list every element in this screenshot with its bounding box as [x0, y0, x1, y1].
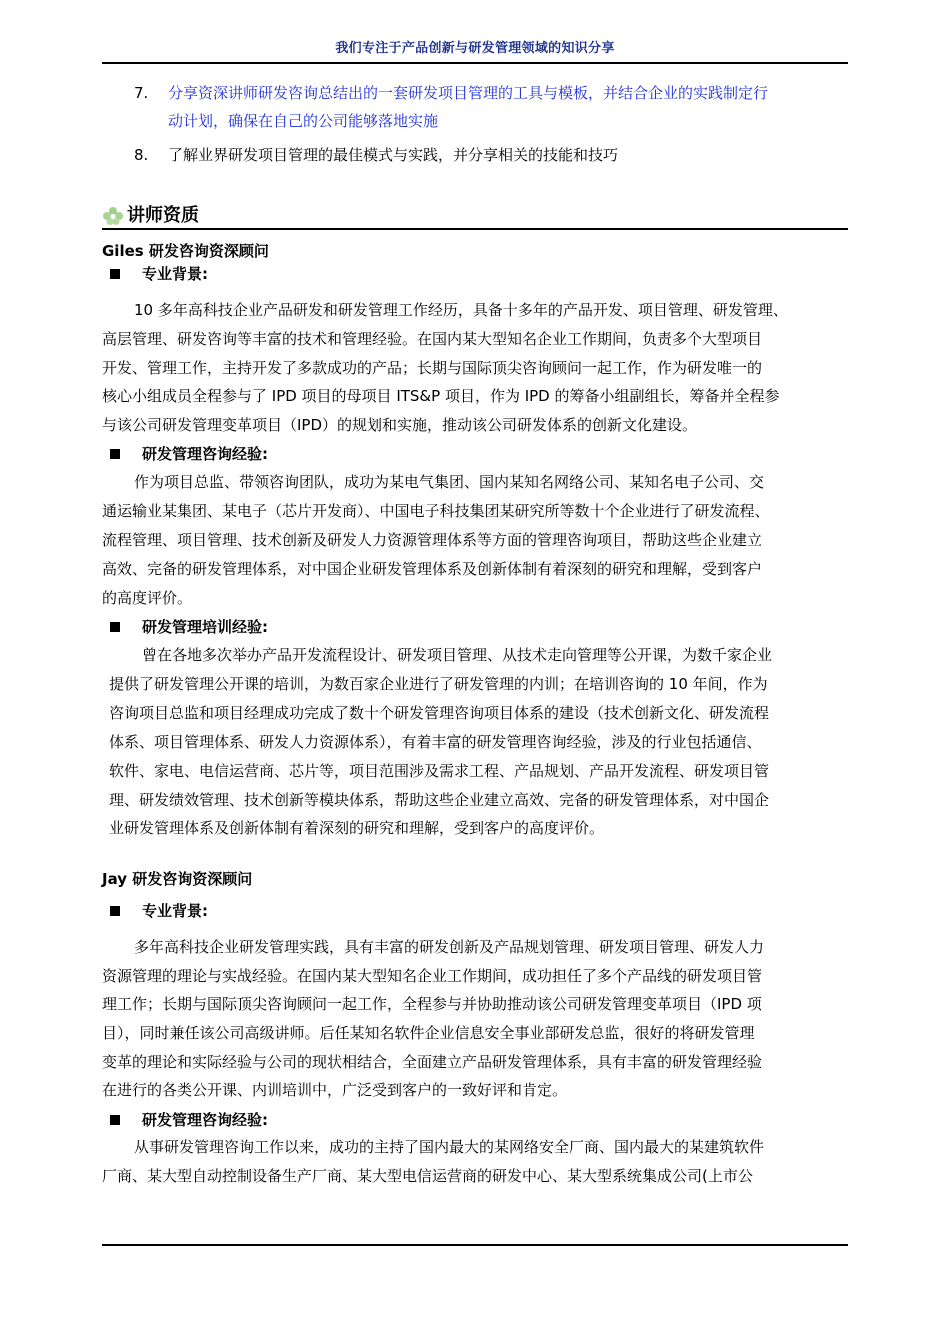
paragraph-line: 核心小组成员全程参与了 IPD 项目的母项目 ITS&P 项目，作为 IPD 的筹备小组副组长，筹备并全程参 — [102, 387, 780, 405]
paragraph-line: 开发、管理工作，主持开发了多款成功的产品；长期与国际顶尖咨询顾问一起工作，作为研发唯一的 — [102, 359, 763, 377]
paragraph-line: 软件、家电、电信运营商、芯片等，项目范围涉及需求工程、产品规划、产品开发流程、研发项目管 — [109, 762, 770, 780]
paragraph-line: 从事研发管理咨询工作以来，成功的主持了国内最大的某网络安全厂商、国内最大的某建筑软件 — [134, 1138, 765, 1156]
paragraph-line: 高层管理、研发咨询等丰富的技术和管理经验。在国内某大型知名企业工作期间，负责多个大型项目 — [102, 330, 763, 348]
paragraph-line: 业研发管理体系及创新体制有着深刻的研究和理解，受到客户的高度评价。 — [109, 819, 605, 837]
subsection-title: 研发管理咨询经验: — [142, 445, 268, 463]
page-header: 我们专注于产品创新与研发管理领域的知识分享 — [335, 41, 615, 56]
paragraph-line: 曾在各地多次举办产品开发流程设计、研发项目管理、从技术走向管理等公开课，为数千家企业 — [142, 646, 773, 664]
flower-icon — [102, 206, 124, 226]
paragraph-line: 变革的理论和实际经验与公司的现状相结合，全面建立产品研发管理体系，具有丰富的研发管理经验 — [102, 1053, 763, 1071]
lecturer-name: Jay 研发咨询资深顾问 — [102, 870, 253, 888]
paragraph-line: 提供了研发管理公开课的培训，为数百家企业进行了研发管理的内训；在培训咨询的 10 年间，作为 — [109, 675, 768, 693]
bullet-icon — [110, 449, 120, 459]
paragraph-line: 资源管理的理论与实战经验。在国内某大型知名企业工作期间，成功担任了多个产品线的研发项目管 — [102, 967, 763, 985]
subsection-title: 研发管理咨询经验: — [142, 1111, 268, 1129]
bullet-icon — [110, 622, 120, 632]
subsection-title: 专业背景: — [142, 265, 208, 283]
section-divider — [102, 228, 848, 230]
list-number: 8. — [134, 146, 149, 164]
paragraph-line: 通运输业某集团、某电子（芯片开发商）、中国电子科技集团某研究所等数十个企业进行了研发流程、 — [102, 502, 770, 520]
lecturer-name: Giles 研发咨询资深顾问 — [102, 242, 269, 260]
bullet-icon — [110, 906, 120, 916]
paragraph-line: 目），同时兼任该公司高级讲师。后任某知名软件企业信息安全事业部研发总监，很好的将研发管理 — [102, 1024, 755, 1042]
paragraph-line: 咨询项目总监和项目经理成功完成了数十个研发管理咨询项目体系的建设（技术创新文化、研发流程 — [109, 704, 770, 722]
list-number: 7. — [134, 84, 149, 102]
paragraph-line: 与该公司研发管理变革项目（IPD）的规划和实施，推动该公司研发体系的创新文化建设。 — [102, 416, 698, 434]
paragraph-line: 10 多年高科技企业产品研发和研发管理工作经历，具备十多年的产品开发、项目管理、研发管理、 — [134, 301, 788, 319]
subsection-title: 专业背景: — [142, 902, 208, 920]
list-item-line: 分享资深讲师研发咨询总结出的一套研发项目管理的工具与模板，并结合企业的实践制定行 — [168, 84, 769, 102]
paragraph-line: 作为项目总监、带领咨询团队，成功为某电气集团、国内某知名网络公司、某知名电子公司、交 — [134, 473, 765, 491]
subsection-title: 研发管理培训经验: — [142, 618, 268, 636]
footer-divider — [102, 1244, 848, 1246]
paragraph-line: 在进行的各类公开课、内训培训中，广泛受到客户的一致好评和肯定。 — [102, 1081, 568, 1099]
bullet-icon — [110, 269, 120, 279]
bullet-icon — [110, 1115, 120, 1125]
paragraph-line: 体系、项目管理体系、研发人力资源体系），有着丰富的研发管理咨询经验，涉及的行业包括通信、 — [109, 733, 762, 751]
header-divider — [102, 62, 848, 64]
paragraph-line: 高效、完备的研发管理体系，对中国企业研发管理体系及创新体制有着深刻的研究和理解，受到客户 — [102, 560, 763, 578]
paragraph-line: 的高度评价。 — [102, 589, 193, 607]
section-title: 讲师资质 — [127, 205, 199, 226]
paragraph-line: 厂商、某大型自动控制设备生产厂商、某大型电信运营商的研发中心、某大型系统集成公司(上市公 — [102, 1167, 753, 1185]
paragraph-line: 理、研发绩效管理、技术创新等模块体系，帮助这些企业建立高效、完备的研发管理体系，对中国企 — [109, 791, 770, 809]
paragraph-line: 流程管理、项目管理、技术创新及研发人力资源管理体系等方面的管理咨询项目，帮助这些企业建立 — [102, 531, 763, 549]
paragraph-line: 理工作；长期与国际顶尖咨询顾问一起工作，全程参与并协助推动该公司研发管理变革项目（IPD 项 — [102, 995, 762, 1013]
list-item-line: 动计划，确保在自己的公司能够落地实施 — [168, 112, 439, 130]
list-item-line: 了解业界研发项目管理的最佳模式与实践，并分享相关的技能和技巧 — [168, 146, 619, 164]
paragraph-line: 多年高科技企业研发管理实践，具有丰富的研发创新及产品规划管理、研发项目管理、研发人力 — [134, 938, 765, 956]
